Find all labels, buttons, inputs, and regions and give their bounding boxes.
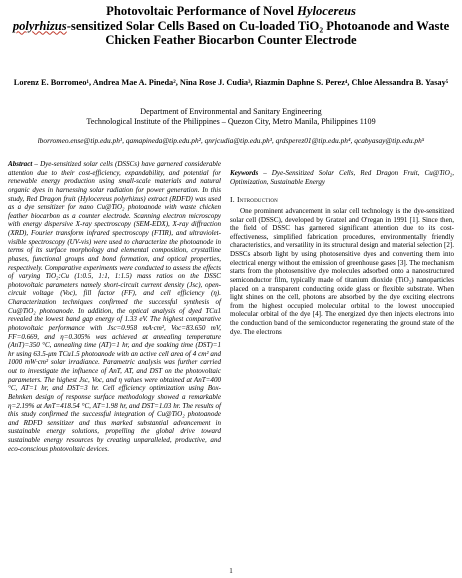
abstract: [8, 160, 221, 453]
title-part-2: -sensitized Solar Cells Based on Cu-loaded TiO₂ Photoanode and Waste Chicken Feather Biocarbon Counter Electrode: [66, 18, 450, 48]
paper-title: [8, 4, 454, 48]
section-heading-introduction: [230, 196, 454, 205]
abstract-text: – Dye-sensitized solar cells (DSSCs) have garnered considerable attention due to their cost-efficiency, expandability, and potential for renewable energy production using small-scale materials and natural organic dyes in harnessing solar radiation for power generation. In this study, Red Dragon fruit (Hylocereus polyrhizus) extract (RDFD) was used as a dye sensitizer for nano Cu@TiO₂ photoanode with waste chicken feather biocarbon as a counter electrode. Scanning electron microscopy with energy dispersive X-ray spectroscopy (SEM-EDX), X-ray diffraction (XRD), Fourier transform infrared spectroscopy (FTIR), and ultraviolet-visible spectroscopy (UV-vis) were used to characterize the photoanode in terms of its surface morphology and elemental composition, crystalline phases, functional groups and bond formation, and optical properties, respectively. Comparative experiments were conducted to assess the effects of varying TiO₂:Cu (1:0.5, 1:1, 1:1.5) mass ratios on the DSSC photovoltaic parameters namely short-circuit current density (Jsc), open-circuit voltage (Voc), fill factor (FF), and cell efficiency (η). Characterization techniques confirmed the successful synthesis of Cu@TiO₂ photoanode. In addition, the optical analysis of dyed TCu1 revealed the lowest band gap energy of 1.33 eV. The highest comparative photovoltaic performance with Jsc=0.958 mA·cm², Voc=83.650 mV, FF=0.669, and η=0.305% was achieved at annealing temperature (AnT)=350 °C, annealing time (AT)=1 hr, and dye soaking time (DST)=1 hr using 63.5-μm TCu1.5 photoanode with an active cell area of 4 cm² and 1000 mW·cm² solar irradiance. Parametric analysis was further carried out to investigate the influence of AnT, AT, and DST on the photovoltaic parameters. The highest Jsc, Voc, and η values were obtained at AnT=400 °C, AT=1 hr, and DST=3 hr. Cell efficiency optimization using Box-Behnken design of response surface methodology showed a remarkable η=2.19% at AnT=418.54 °C, AT=1.98 hr, and DST=1.03 hr. The results of this study confirmed the successful integration of Cu@TiO₂ photoanode and RDFD sensitizer and thus marked substantial advancement in sustainable energy solutions, propelling the global drive toward sustainable energy resources by creating unparalleled, productive, and eco-conscious photovoltaic devices.: [8, 160, 221, 453]
title-part-1: Photovoltaic Performance of Novel: [106, 4, 298, 18]
affiliation-department: Department of Environmental and Sanitary Engineering: [140, 107, 322, 116]
section-title: Introduction: [236, 195, 278, 205]
affiliation-institution: Technological Institute of the Philippines – Quezon City, Metro Manila, Philippines 1109: [86, 116, 376, 126]
right-column: [230, 160, 454, 336]
page-number: 1: [229, 567, 233, 575]
keywords-label: Keywords: [230, 169, 259, 177]
affiliation: [8, 107, 454, 127]
title-species-genus: Hylocereus: [297, 4, 356, 18]
abstract-label: Abstract: [8, 160, 33, 168]
keywords-text: – Dye-Sensitized Solar Cells, Red Dragon Fruit, Cu@TiO₂, Optimization, Sustainable Energy: [230, 169, 454, 186]
left-column: [8, 160, 221, 453]
keywords: [230, 169, 454, 186]
introduction-paragraph: One prominent advancement in solar cell technology is the dye-sensitized solar cell (DSSC), developed by Gratzel and O'regan in 1991 [1]. Since then, the field of DSSC has garnered significant attention due to its cost-effectiveness, simplified fabrication procedures, environmentally friendly characteristics, and versatility in its structural design and material selection [2]. DSSCs absorb light by using photosensitive dyes and converting them into electrical energy without the emission of greenhouse gases [3]. The mechanism starts from the photosensitive dye molecules adsorbed onto a nanostructured semiconductor film, typically made of titanium dioxide (TiO₂) nanoparticles placed on a transparent conducting oxide glass or flexible substrate. When light shines on the cell, photons are absorbed by the dye exciting electrons from the highest occupied molecular orbital to the lowest unoccupied molecular orbital of the dye [4]. The energized dye then injects electrons into the conduction band of the semiconductor regenerating the ground state of the dye. The electrons: [230, 206, 454, 336]
author-list: Lorenz E. Borromeo¹, Andrea Mae A. Pineda², Nina Rose J. Cudia³, Riazmin Daphne S. Perez⁴, Chloe Alessandra B. Yasay⁵: [13, 78, 449, 87]
author-emails: lborromeo.ense@tip.edu.ph¹, qamapineda@tip.edu.ph², qnrjcudia@tip.edu.ph³, qrdsperez01@tip.edu.ph⁴, qcabyasay@tip.edu.ph⁵: [37, 136, 425, 145]
section-numeral: I.: [230, 195, 237, 205]
title-species-epithet: polyrhizus: [12, 18, 67, 33]
